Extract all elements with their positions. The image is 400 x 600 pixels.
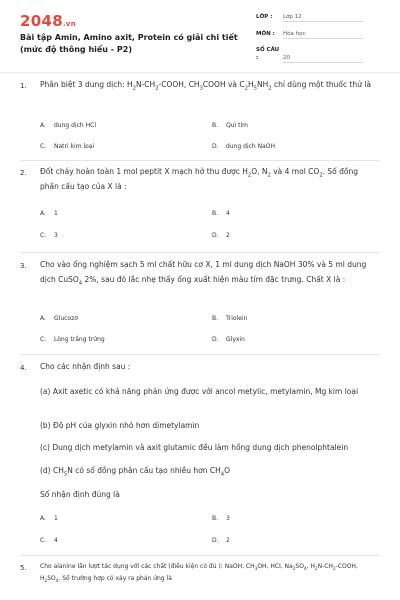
option-b[interactable]: B. 4 xyxy=(212,210,230,217)
question-number: 2. xyxy=(20,169,27,177)
option-d[interactable]: D. 2 xyxy=(212,232,230,239)
logo-suffix: .vn xyxy=(62,20,77,28)
divider xyxy=(20,160,380,161)
option-a[interactable]: A. 1 xyxy=(40,515,58,522)
meta-label: MÔN : xyxy=(256,31,275,37)
meta-value: Hóa học xyxy=(283,30,363,39)
divider xyxy=(20,354,380,355)
meta-class xyxy=(256,13,363,22)
statement-a: (a) Axit axetic có khả năng phản ứng được với ancol metylic, metylamin, Mg kim loại xyxy=(40,387,359,396)
option-c[interactable]: C. 3 xyxy=(40,232,58,239)
option-a[interactable]: A. dung dịch HCl xyxy=(40,122,96,129)
option-c[interactable]: C. Natri kim loại xyxy=(40,143,95,150)
question-number: 5. xyxy=(20,564,27,572)
question-text: Cho vào ống nghiệm sạch 5 ml chất hữu cơ X, 1 ml dung dịch NaOH 30% và 5 ml dung dịch CuSO$_4$ 2%, sau đó lắc nhẹ thấy ống xuất hiện màu tím đặc trưng. Chất X là : xyxy=(40,260,367,286)
option-c[interactable]: C. 4 xyxy=(40,537,58,544)
meta-label: LỚP : xyxy=(256,14,273,20)
meta-value: Lớp 12 xyxy=(283,13,363,22)
option-d[interactable]: D. Glyxin xyxy=(212,336,245,343)
meta-label: SỐ CÂU : xyxy=(256,47,280,61)
question-number: 1. xyxy=(20,82,27,90)
question-number: 3. xyxy=(20,262,27,270)
statement-b: (b) Độ pH của glyxin nhỏ hơn dimetylamin xyxy=(40,421,200,430)
option-b[interactable]: B. Quì tím xyxy=(212,122,248,129)
option-b[interactable]: B. 3 xyxy=(212,515,230,522)
question-text: Cho các nhận định sau : xyxy=(40,362,131,371)
divider xyxy=(20,555,380,556)
option-b[interactable]: B. Triolein xyxy=(212,315,248,322)
option-d[interactable]: D. 2 xyxy=(212,537,230,544)
question-text: Đốt cháy hoàn toàn 1 mol peptit X mạch hở thu được $H_2O$, $N_2$ và 4 mol $CO_2$. Số đồng phân cấu tạo của X là : xyxy=(40,167,359,191)
site-logo[interactable] xyxy=(20,12,76,30)
meta-count xyxy=(256,46,363,63)
option-d[interactable]: D. dung dịch NaOH xyxy=(212,143,276,150)
logo-text: 2048 xyxy=(20,12,63,30)
statement-d: (d) $CH_5N$ có số đồng phân cấu tạo nhiều hơn $CH_4O$ xyxy=(40,466,231,478)
question-text: Phân biệt 3 dung dịch: $H_2N-CH_2$-COOH, $CH_3COOH$ và $C_2H_5NH_2$ chỉ dùng một thuốc thử là xyxy=(40,80,371,92)
meta-value: 20 xyxy=(283,54,363,63)
question-text: Cho alanine lần lượt tác dụng với các chất (điều kiện có đủ ): NaOH, $CH_3OH$, HCl, $Na_2SO_4$, $H_2N-CH_2$-COOH, $H_2SO_4$. Số trường hợp có xảy ra phản ứng là xyxy=(40,563,358,584)
option-c[interactable]: C. Lòng trắng trứng xyxy=(40,336,105,343)
question-number: 4. xyxy=(20,364,27,372)
question-prompt: Số nhận định đúng là xyxy=(40,490,120,499)
document-title: Bài tập Amin, Amino axit, Protein có giải chi tiết (mức độ thông hiểu - P2) xyxy=(20,33,238,54)
meta-subject xyxy=(256,30,363,39)
statement-c: (c) Dung dịch metylamin và axit glutamic đều làm hồng dung dịch phenolphtalein xyxy=(40,443,349,452)
divider xyxy=(20,252,380,253)
document-header xyxy=(0,0,400,73)
option-a[interactable]: A. 1 xyxy=(40,210,58,217)
option-a[interactable]: A. Glucozơ xyxy=(40,315,78,322)
